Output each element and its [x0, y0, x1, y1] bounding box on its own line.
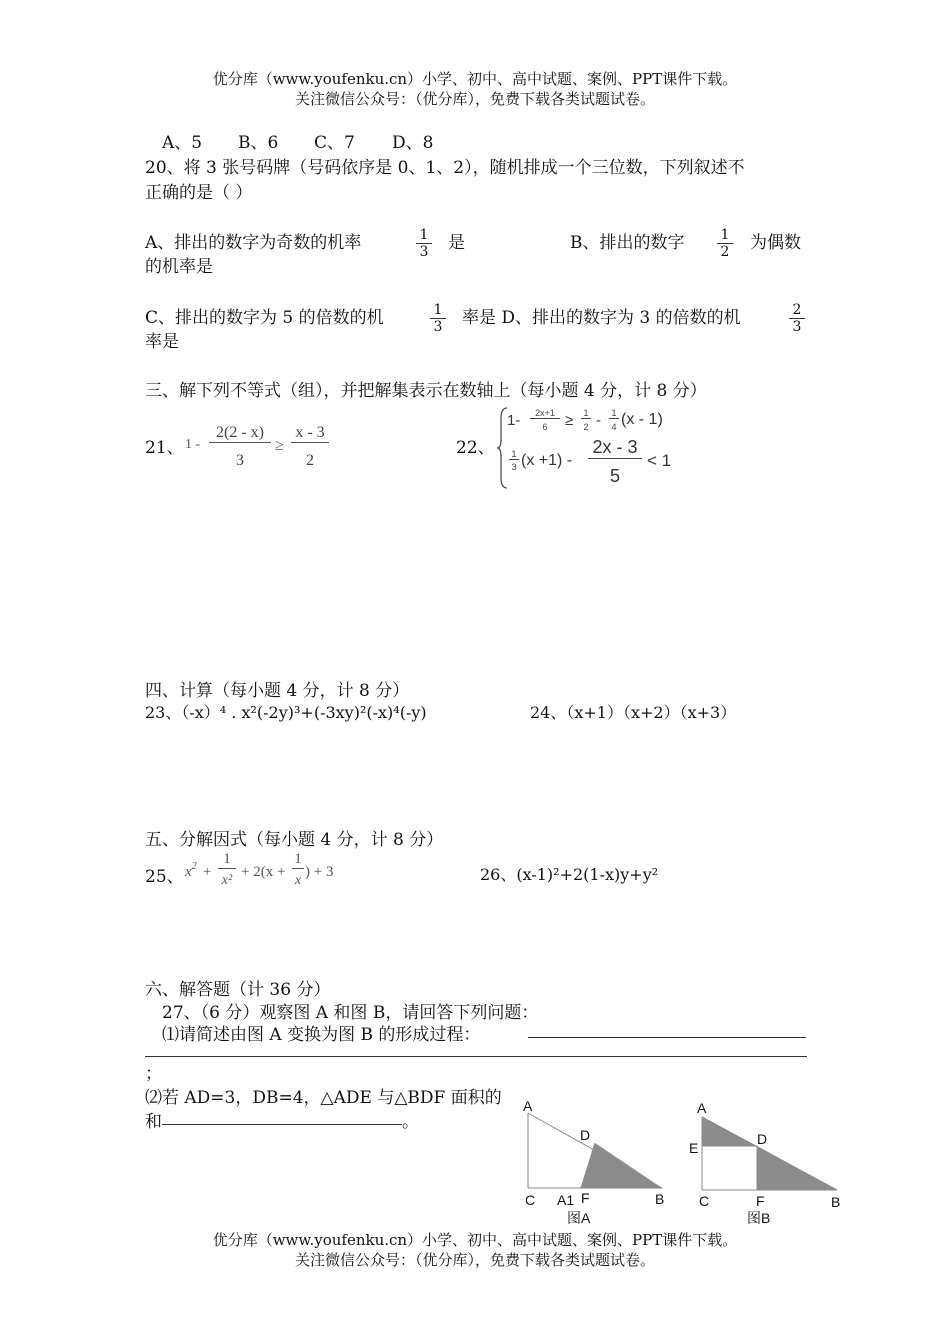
q22-line2-fraction-den: 5 [609, 466, 620, 486]
footer-line-2: 关注微信公众号：（优分库），免费下载各类试题试卷。 [294, 1251, 655, 1269]
q20-a-fraction: $\frac{1}{3}$ [416, 227, 432, 260]
figure-a-label-a1: A1 [557, 1192, 575, 1208]
q25-plus: + [203, 864, 212, 880]
q19-option-d: D、8 [392, 133, 434, 153]
figure-a-caption: 图A [567, 1210, 591, 1226]
q23-expression: 23、（-x）⁴ . x²(-2y)³+(-3xy)²(-x)⁴(-y) [145, 703, 427, 722]
q21-label: 21、 [145, 438, 184, 458]
header-line-1: 优分库（www.youfenku.cn）小学、初中、高中试题、案例、PPT课件下载。 [212, 70, 738, 88]
q27-part-1-blank-line-2[interactable] [145, 1056, 807, 1057]
q20-option-a: A、排出的数字为奇数的机率 [145, 233, 362, 253]
q25-tail: ) + 3 [305, 864, 334, 880]
q25-label: 25、 [145, 867, 184, 887]
q25-mid: + 2(x + [241, 864, 286, 880]
q27-stem: 27、（6 分）观察图 A 和图 B，请回答下列问题： [162, 1003, 539, 1023]
q27-part-2-line-1: ⑵若 AD=3，DB=4，△ADE 与△BDF 面积的 [145, 1088, 502, 1108]
q22-line1-fraction-num: 2x+1 [530, 408, 560, 419]
q26-expression: 26、(x-1)²+2(1-x)y+y² [480, 865, 659, 884]
figure-b-label-c: C [699, 1193, 710, 1209]
q25-fraction2-den: x [294, 873, 302, 888]
q20-c-fraction: $\frac{1}{3}$ [430, 302, 446, 335]
q20-d-fraction: $\frac{2}{3}$ [789, 302, 805, 335]
section-3-title: 三、解下列不等式（组），并把解集表示在数轴上（每小题 4 分，计 8 分） [145, 381, 707, 401]
figure-b-label-a: A [697, 1100, 707, 1116]
q22-line1-fraction-den: 6 [542, 422, 548, 432]
figure-b-label-f: F [756, 1193, 765, 1209]
q22-line1-minus: - [596, 412, 601, 429]
q25-fraction-den: x² [221, 873, 233, 888]
q22-label: 22、 [456, 438, 495, 458]
q22-line2-third-num: 1 [509, 449, 519, 460]
q24-expression: 24、（x+1）（x+2）（x+3） [530, 703, 737, 722]
q21-denominator-1: 3 [236, 452, 244, 469]
q20-b-tail: 为偶数 [750, 233, 801, 253]
figure-b-label-d: D [757, 1131, 768, 1147]
section-5-title: 五、分解因式（每小题 4 分，计 8 分） [145, 830, 444, 850]
q19-option-c: C、7 [314, 133, 355, 153]
figure-a [515, 1095, 675, 1230]
q25-x-term: $x^2$ [185, 861, 197, 880]
figure-a-label-b: B [655, 1191, 665, 1207]
q22-line2-fraction-num: 2x - 3 [588, 437, 642, 459]
q25-fraction2-num: 1 [292, 851, 304, 869]
q22-line1-lead: 1- [507, 412, 521, 429]
figure-b-label-e: E [689, 1140, 699, 1156]
q20-b-fraction: $\frac{1}{2}$ [717, 227, 733, 260]
figure-b-caption: 图B [747, 1210, 771, 1226]
section-4-title: 四、计算（每小题 4 分，计 8 分） [145, 681, 410, 701]
q27-part-2-line-2-tail: 。 [402, 1112, 419, 1132]
q22-line2-mid: (x +1) - [521, 452, 573, 469]
q20-c-line-2: 率是 [145, 332, 179, 352]
figure-a-label-f: F [581, 1190, 590, 1206]
q22-line1-half-num: 1 [581, 408, 591, 419]
q21-ge-sign: ≥ [275, 437, 284, 454]
q20-option-c: C、排出的数字为 5 的倍数的机 [145, 308, 384, 328]
section-6-title: 六、解答题（计 36 分） [145, 980, 331, 1000]
q22-line1-quarter-num: 1 [609, 408, 619, 419]
q27-part-1-blank[interactable] [528, 1037, 806, 1038]
footer-line-1: 优分库（www.youfenku.cn）小学、初中、高中试题、案例、PPT课件下载。 [212, 1231, 738, 1249]
q20-option-d: 率是 D、排出的数字为 3 的倍数的机 [462, 308, 741, 328]
q25-fraction-num: 1 [218, 851, 236, 869]
q20-a-tail: 是 [448, 233, 465, 253]
q21-denominator-2: 2 [306, 452, 314, 469]
q19-option-b: B、6 [238, 133, 279, 153]
header-line-2: 关注微信公众号：（优分库），免费下载各类试题试卷。 [294, 90, 655, 108]
q22-line1-tail: (x - 1) [621, 411, 663, 428]
figure-b-label-b: B [831, 1194, 841, 1210]
q20-stem-line-1: 20、将 3 张号码牌（号码依序是 0、1、2），随机排成一个三位数，下列叙述不 [145, 158, 745, 178]
q22-line2-third-den: 3 [511, 462, 517, 472]
figure-a-label-d: D [580, 1127, 591, 1143]
q20-b-line-2: 的机率是 [145, 257, 213, 277]
q27-part-2-line-2-lead: 和 [145, 1112, 162, 1132]
figure-a-label-a: A [523, 1098, 533, 1114]
q22-line1-ge: ≥ [565, 412, 574, 429]
q21-lead: 1 - [185, 437, 201, 452]
q27-part-2-blank[interactable] [162, 1124, 402, 1125]
q21-numerator-1: 2(2 - x) [209, 424, 271, 443]
q21-numerator-2: x - 3 [291, 424, 329, 443]
figure-a-label-c: C [525, 1192, 536, 1208]
q22-line1-half-den: 2 [583, 422, 589, 432]
q22-line2-tail: < 1 [647, 451, 672, 470]
figure-b [685, 1095, 845, 1230]
q20-stem-line-2: 正确的是（ ） [145, 183, 253, 203]
q27-semicolon: ； [145, 1064, 162, 1084]
q22-line1-quarter-den: 4 [611, 422, 617, 432]
q20-option-b: B、排出的数字 [570, 233, 685, 253]
q27-part-1: ⑴请简述由图 A 变换为图 B 的形成过程： [162, 1025, 481, 1045]
q19-option-a: A、5 [162, 133, 203, 153]
